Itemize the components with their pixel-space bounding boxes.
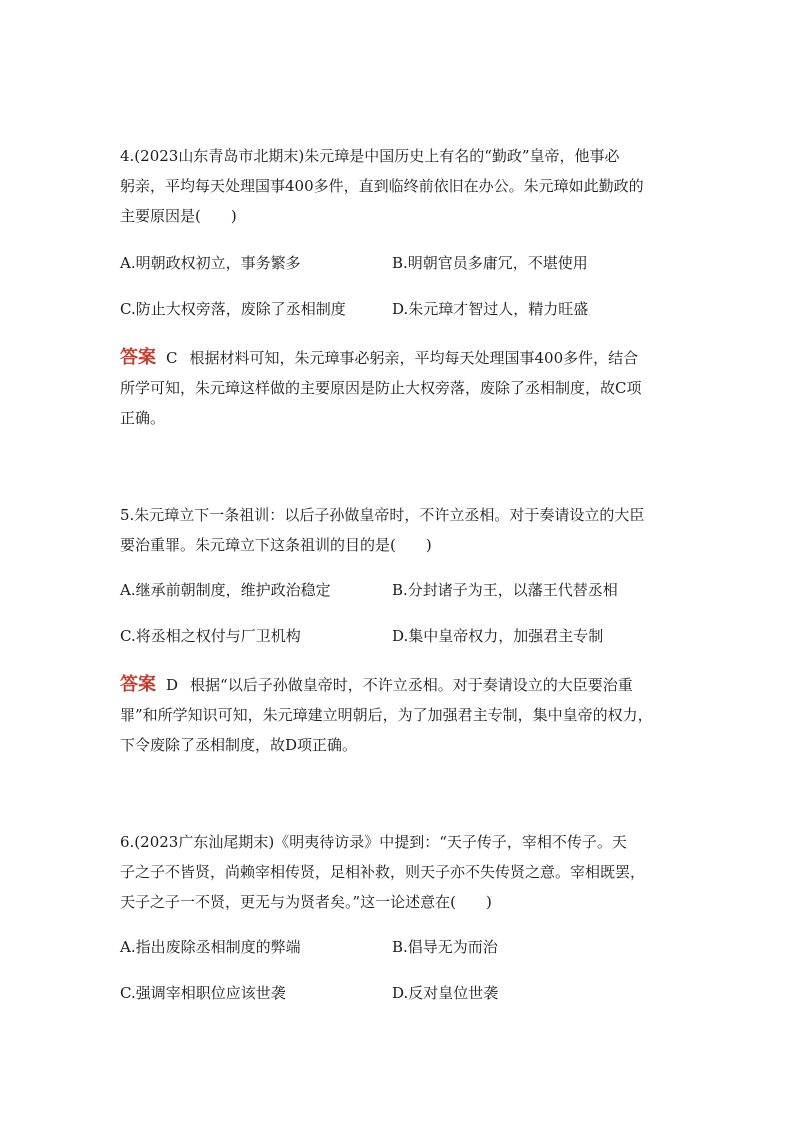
question-4-options xyxy=(120,240,680,332)
options-row xyxy=(120,970,680,1016)
question-stem-line: 子之子不皆贤，尚赖宰相传贤，足相补救，则天子亦不失传贤之意。宰相既罢， xyxy=(120,863,646,881)
option-b: B.明朝官员多庸冗，不堪使用 xyxy=(392,254,588,272)
option-a: A.指出废除丞相制度的弊端 xyxy=(120,938,301,956)
question-stem-line: 6.(2023广东汕尾期末)《明夷待访录》中提到：“天子传子，宰相不传子。天 xyxy=(120,833,627,851)
options-row xyxy=(120,924,680,970)
answer-label: 答案 xyxy=(120,347,156,368)
question-stem-line: 主要原因是( ) xyxy=(120,207,237,225)
question-stem-line: 5.朱元璋立下一条祖训：以后子孙做皇帝时，不许立丞相。对于奏请设立的大臣 xyxy=(120,506,645,524)
question-6 xyxy=(120,827,680,917)
options-row xyxy=(120,286,680,332)
answer-label: 答案 xyxy=(120,674,156,695)
answer-text: 根据“以后子孙做皇帝时，不许立丞相。对于奏请设立的大臣要治重 xyxy=(190,676,633,694)
option-c: C.将丞相之权付与厂卫机构 xyxy=(120,627,301,645)
options-row xyxy=(120,613,680,659)
answer-line xyxy=(120,670,680,700)
question-stem-line: 要治重罪。朱元璋立下这条祖训的目的是( ) xyxy=(120,536,432,554)
option-b: B.分封诸子为王，以藩王代替丞相 xyxy=(392,581,618,599)
answer-line: 罪”和所学知识可知，朱元璋建立明朝后，为了加强君主专制，集中皇帝的权力， xyxy=(120,706,653,724)
answer-key: D xyxy=(166,676,179,694)
answer-line: 所学可知，朱元璋这样做的主要原因是防止大权旁落，废除了丞相制度，故C项 xyxy=(120,379,642,397)
answer-line: 下令废除了丞相制度，故D项正确。 xyxy=(120,736,358,754)
option-a: A.继承前朝制度，维护政治稳定 xyxy=(120,581,331,599)
option-d: D.朱元璋才智过人，精力旺盛 xyxy=(392,300,589,318)
question-stem-line: 天子之子一不贤，更无与为贤者矣。”这一论述意在( ) xyxy=(120,893,492,911)
question-5 xyxy=(120,500,680,560)
answer-key: C xyxy=(166,349,178,367)
answer-text: 根据材料可知，朱元璋事必躬亲，平均每天处理国事400多件，结合 xyxy=(189,349,639,367)
question-6-options xyxy=(120,924,680,1016)
question-stem-line: 躬亲，平均每天处理国事400多件，直到临终前依旧在办公。朱元璋如此勤政的 xyxy=(120,177,644,195)
option-c: C.强调宰相职位应该世袭 xyxy=(120,984,286,1002)
option-c: C.防止大权旁落，废除了丞相制度 xyxy=(120,300,346,318)
option-d: D.集中皇帝权力，加强君主专制 xyxy=(392,627,604,645)
question-stem-line: 4.(2023山东青岛市北期末)朱元璋是中国历史上有名的“勤政”皇帝，他事必 xyxy=(120,147,620,165)
option-b: B.倡导无为而治 xyxy=(392,938,498,956)
question-4 xyxy=(120,141,680,231)
answer-5 xyxy=(120,670,680,760)
answer-line: 正确。 xyxy=(120,409,166,427)
question-5-options xyxy=(120,567,680,659)
answer-4 xyxy=(120,343,680,433)
options-row xyxy=(120,240,680,286)
option-a: A.明朝政权初立，事务繁多 xyxy=(120,254,301,272)
options-row xyxy=(120,567,680,613)
option-d: D.反对皇位世袭 xyxy=(392,984,499,1002)
answer-line xyxy=(120,343,680,373)
